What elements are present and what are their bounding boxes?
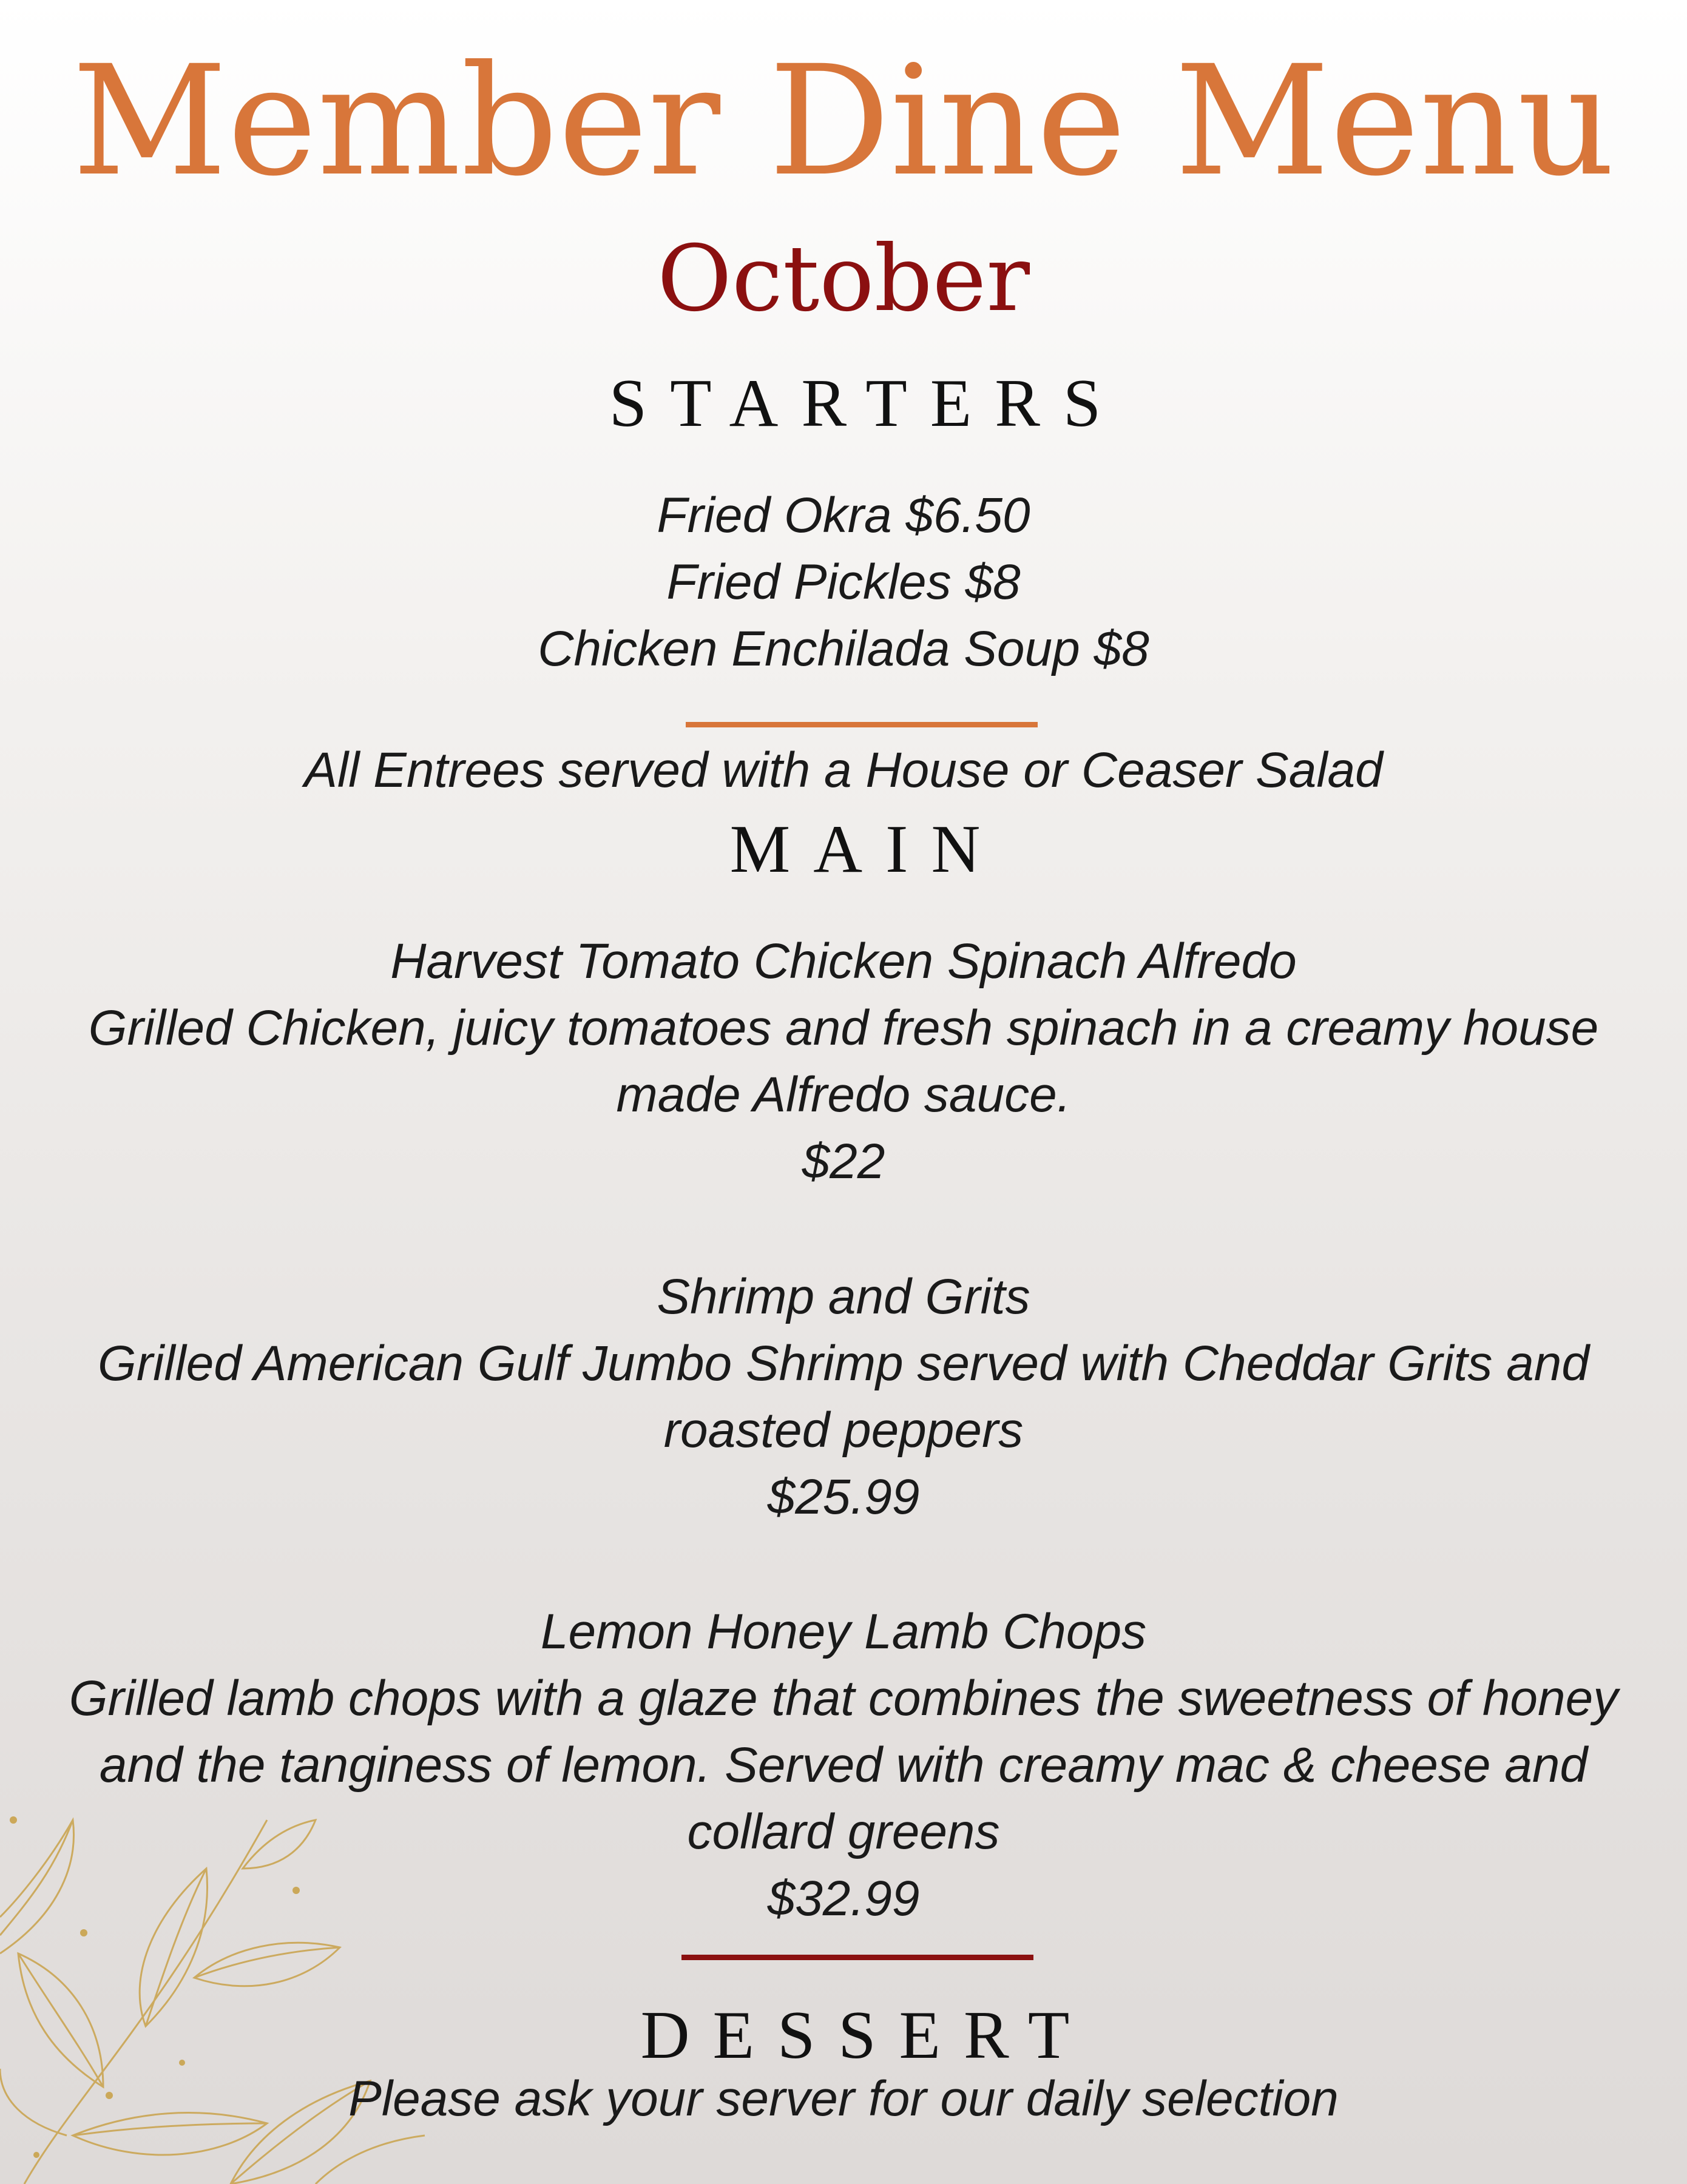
entree-name: Shrimp and Grits <box>657 1269 1030 1324</box>
starters-heading: STARTERS <box>609 366 1124 441</box>
entrees-note: All Entrees served with a House or Ceaser Salad <box>304 743 1383 798</box>
entree-description-line: collard greens <box>687 1804 1000 1859</box>
entree-price: $22 <box>802 1134 885 1189</box>
entree-name: Lemon Honey Lamb Chops <box>540 1604 1147 1659</box>
entree-description-line: and the tanginess of lemon. Served with creamy mac & cheese and <box>99 1737 1588 1793</box>
starter-item: Fried Okra $6.50 <box>657 488 1030 543</box>
entree-price: $25.99 <box>767 1469 920 1525</box>
entree-price: $32.99 <box>767 1871 920 1926</box>
entree-description-line: Grilled American Gulf Jumbo Shrimp served with Cheddar Grits and <box>98 1336 1589 1391</box>
section-divider-red <box>681 1955 1033 1960</box>
entree-description-line: made Alfredo sauce. <box>616 1067 1071 1122</box>
starter-item: Fried Pickles $8 <box>666 554 1021 610</box>
main-heading: MAIN <box>729 812 1004 887</box>
section-divider-orange <box>686 722 1038 727</box>
menu-month: October <box>657 226 1030 332</box>
entree-description-line: Grilled lamb chops with a glaze that combines the sweetness of honey <box>69 1671 1618 1726</box>
dessert-note: Please ask your server for our daily selection <box>348 2071 1339 2126</box>
entree-description-line: roasted peppers <box>663 1403 1024 1458</box>
starter-item: Chicken Enchilada Soup $8 <box>538 621 1149 676</box>
dessert-heading: DESSERT <box>640 1998 1093 2073</box>
menu-title: Member Dine Menu <box>72 33 1615 209</box>
entree-description-line: Grilled Chicken, juicy tomatoes and fresh spinach in a creamy house <box>88 1000 1599 1056</box>
entree-name: Harvest Tomato Chicken Spinach Alfredo <box>390 934 1297 989</box>
